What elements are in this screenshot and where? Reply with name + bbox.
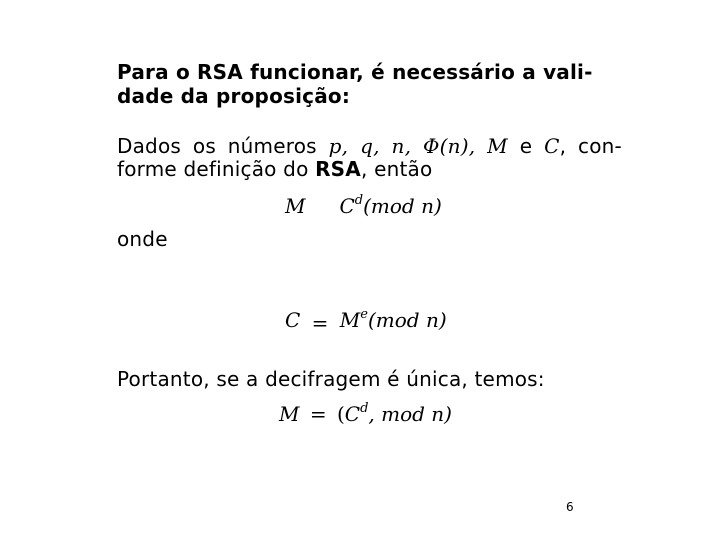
heading-line-1: Para o RSA funcionar, é necessário a vali- — [117, 60, 593, 84]
equation-encryption — [285, 307, 447, 335]
given-line-1 — [117, 134, 622, 158]
given-line-2 — [117, 157, 432, 181]
eq3-exponent: d — [360, 401, 369, 416]
given-conjunction: e — [519, 134, 533, 158]
eq3-base: C — [344, 402, 361, 426]
equation-decryption — [285, 194, 442, 218]
onde-label: onde — [117, 227, 168, 251]
given-prefix: Dados os números — [117, 134, 317, 158]
page-number: 6 — [566, 500, 574, 514]
eq3-relation: = — [309, 402, 327, 426]
eq3-rest: , mod n) — [368, 402, 452, 426]
eq1-lhs: M — [285, 194, 306, 218]
eq1-exponent: d — [354, 193, 364, 208]
given-line2-end: , então — [360, 157, 433, 181]
eq1-mod: (mod n) — [363, 194, 442, 218]
eq2-lhs: C — [285, 308, 301, 332]
rsa-keyword: RSA — [315, 157, 361, 181]
eq2-mod: (mod n) — [367, 308, 447, 332]
heading-line-2: dade da proposição: — [117, 84, 351, 108]
given-suffix: , con- — [559, 134, 622, 158]
equation-unique — [279, 402, 452, 426]
eq1-base: C — [339, 194, 355, 218]
eq2-relation: = — [311, 311, 329, 335]
eq3-lhs: M — [279, 402, 300, 426]
given-variables: p, q, n, Φ(n), M — [328, 134, 508, 158]
eq3-open-paren: ( — [336, 402, 345, 426]
eq2-exponent: e — [360, 307, 368, 322]
eq2-base: M — [339, 308, 361, 332]
given-last-variable: C — [544, 134, 560, 158]
given-line2-start: forme definição do — [117, 157, 309, 181]
conclusion-text: Portanto, se a decifragem é única, temos: — [117, 367, 545, 391]
